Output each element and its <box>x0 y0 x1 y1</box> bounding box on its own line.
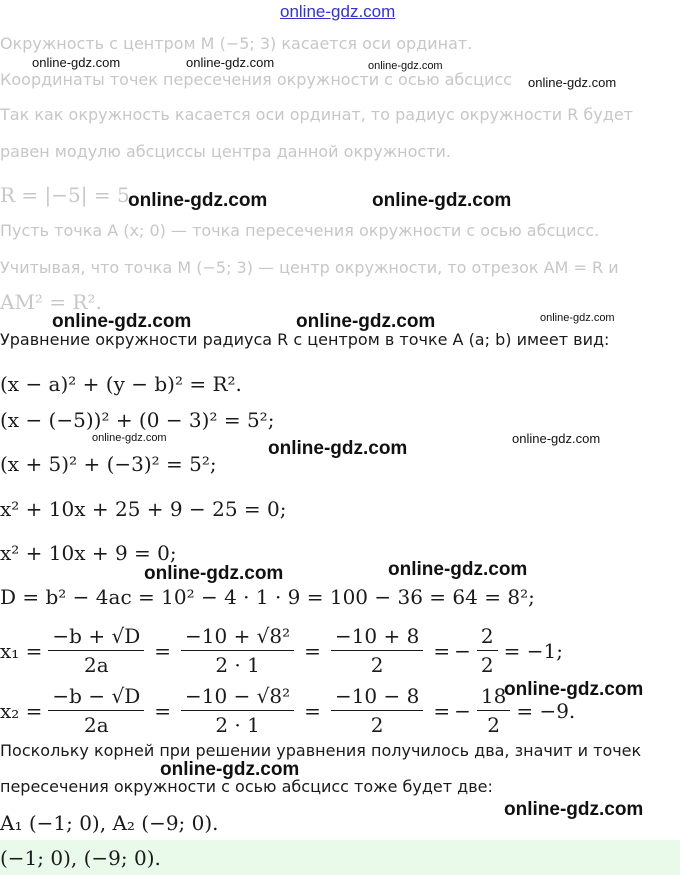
intro-text: Уравнение окружности радиуса R с центром в точке A (a; b) имеет вид: <box>0 330 610 349</box>
faded-line-3: Так как окружность касается оси ординат, то радиус окружности R будет <box>0 105 633 124</box>
equals-sign: = <box>304 638 321 663</box>
root-x2 <box>0 684 575 737</box>
conclusion-line-2: пересечения окружности с осью абсцисс тоже будет две: <box>0 777 493 796</box>
faded-line-4: равен модулю абсциссы центра данной окружности. <box>0 142 451 161</box>
intersection-points: A₁ (−1; 0), A₂ (−9; 0). <box>0 811 219 835</box>
equals-sign: = <box>433 638 451 663</box>
faded-line-5: R = |−5| = 5 <box>0 183 130 207</box>
x1-f1-numerator: −b + √D <box>48 624 144 651</box>
x2-f3-denominator: 2 <box>370 713 384 737</box>
x2-fraction-2 <box>181 684 294 737</box>
discriminant: D = b² − 4ac = 10² − 4 · 1 · 9 = 100 − 36 = 64 = 8²; <box>0 585 535 609</box>
x2-result: = −9. <box>516 698 576 723</box>
x1-f4-denominator: 2 <box>480 653 494 677</box>
watermark: online-gdz.com <box>540 312 615 324</box>
watermark: online-gdz.com <box>128 190 268 211</box>
x2-f2-numerator: −10 − √8² <box>181 684 294 711</box>
x1-f2-numerator: −10 + √8² <box>181 624 294 651</box>
equation-1: (x − a)² + (y − b)² = R². <box>0 372 242 396</box>
x1-result: = −1; <box>503 638 563 663</box>
x1-f3-numerator: −10 + 8 <box>331 624 423 651</box>
x2-fraction-1 <box>48 684 144 737</box>
x1-f1-denominator: 2a <box>84 653 109 677</box>
x1-f2-denominator: 2 · 1 <box>215 653 260 677</box>
equation-5: x² + 10x + 9 = 0; <box>0 541 177 565</box>
x2-f4-denominator: 2 <box>487 713 500 737</box>
site-header-link[interactable]: online-gdz.com <box>280 2 396 21</box>
watermark: online-gdz.com <box>504 679 644 700</box>
x1-lhs: x₁ = <box>0 638 43 663</box>
x1-fraction-2 <box>181 624 294 677</box>
x2-f1-numerator: −b − √D <box>48 684 144 711</box>
watermark: online-gdz.com <box>160 759 300 780</box>
root-x1 <box>0 624 563 677</box>
equation-2: (x − (−5))² + (0 − 3)² = 5²; <box>0 408 275 432</box>
watermark: online-gdz.com <box>268 438 408 459</box>
x2-f3-numerator: −10 − 8 <box>331 684 423 711</box>
faded-line-8: AM² = R². <box>0 290 102 314</box>
watermark: online-gdz.com <box>388 559 528 580</box>
watermark: online-gdz.com <box>504 799 644 820</box>
x1-fraction-4 <box>477 624 498 677</box>
watermark: online-gdz.com <box>372 190 512 211</box>
x2-f1-denominator: 2a <box>84 713 109 737</box>
x2-fraction-3 <box>331 684 423 737</box>
watermark: online-gdz.com <box>144 563 284 584</box>
faded-line-6: Пусть точка A (x; 0) — точка пересечения окружности с осью абсцисс. <box>0 221 600 240</box>
watermark: online-gdz.com <box>92 432 167 444</box>
equals-sign: = <box>304 698 321 723</box>
x2-f4-numerator: 18 <box>477 684 510 711</box>
watermark: online-gdz.com <box>32 55 121 70</box>
answer-text: (−1; 0), (−9; 0). <box>0 846 161 870</box>
x1-f4-numerator: 2 <box>477 624 498 651</box>
faded-line-1: Окружность с центром M (−5; 3) касается оси ординат. <box>0 34 473 53</box>
conclusion-line-1: Поскольку корней при решении уравнения получилось два, значит и точек <box>0 741 642 760</box>
x1-f3-denominator: 2 <box>370 653 384 677</box>
watermark: online-gdz.com <box>52 311 192 332</box>
watermark: online-gdz.com <box>528 75 617 90</box>
equals-sign: = <box>154 698 171 723</box>
x2-lhs: x₂ = <box>0 698 43 723</box>
x1-fraction-1 <box>48 624 144 677</box>
x1-minus: − <box>454 638 471 663</box>
faded-line-7: Учитывая, что точка M (−5; 3) — центр окружности, то отрезок AM = R и <box>0 258 619 277</box>
watermark: online-gdz.com <box>296 311 436 332</box>
faded-line-2: Координаты точек пересечения окружности с осью абсцисс <box>0 70 512 89</box>
equals-sign: = <box>433 698 451 723</box>
equals-sign: = <box>154 638 171 663</box>
watermark: online-gdz.com <box>512 431 601 446</box>
equation-3: (x + 5)² + (−3)² = 5²; <box>0 452 217 476</box>
x2-minus: − <box>454 698 471 723</box>
watermark: online-gdz.com <box>368 60 443 72</box>
answer-box <box>0 840 680 875</box>
watermark: online-gdz.com <box>186 55 275 70</box>
x1-fraction-3 <box>331 624 423 677</box>
x2-f2-denominator: 2 · 1 <box>215 713 260 737</box>
equation-4: x² + 10x + 25 + 9 − 25 = 0; <box>0 497 287 521</box>
